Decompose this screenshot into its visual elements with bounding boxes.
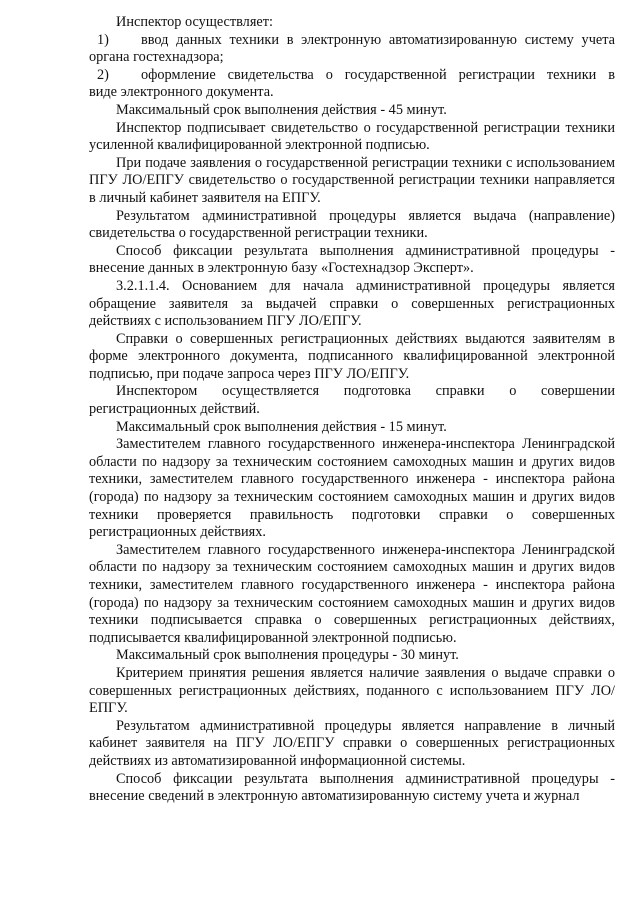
paragraph-max-time-45: Максимальный срок выполнения действия - 45 минут. (116, 101, 447, 118)
paragraph-fixation-method-2: Способ фиксации результата выполнения административной процедуры - внесение сведений в электронную автоматизированную систему учета и журнал (89, 770, 615, 805)
list-item-1 (89, 32, 615, 67)
paragraph-submission-epgu: При подаче заявления о государственной регистрации техники с использованием ПГУ ЛО/ЕПГУ свидетельство о государственной регистрации техники направляется в личный кабинет заявителя на ЕПГУ. (89, 154, 615, 206)
list-item-1-number: 1) (97, 31, 109, 48)
list-item-1-text: ввод данных техники в электронную автоматизированную систему учета (141, 31, 615, 48)
list-item-1-continuation: органа гостехнадзора; (89, 49, 224, 66)
paragraph-max-time-30: Максимальный срок выполнения процедуры - 30 минут. (116, 647, 459, 664)
paragraph-decision-criterion: Критерием принятия решения является наличие заявления о выдаче справки о совершенных регистрационных действиях, поданного с использованием ПГУ ЛО/ЕПГУ. (89, 664, 615, 717)
paragraph-deputy-verifies: Заместителем главного государственного инженера-инспектора Ленинградской области по надзору за техническим состоянием самоходных машин и других видов техники, заместителем главного государственного инженера - инспектора района (города) по надзору за техническим состоянием самоходных машин и других видов техники проверяется правильность подготовки справки о совершенных регистрационных действиях. (89, 436, 615, 541)
list-item-2 (89, 67, 615, 102)
paragraph-inspector-signs: Инспектор подписывает свидетельство о государственной регистрации техники усиленной квалифицированной электронной подписью. (89, 119, 615, 154)
paragraph-fixation-method: Способ фиксации результата выполнения административной процедуры - внесение данных в электронную базу «Гостехнадзор Эксперт». (89, 242, 615, 277)
paragraph-max-time-15: Максимальный срок выполнения действия - 15 минут. (116, 418, 447, 435)
paragraph-section-3-2-1-1-4: 3.2.1.1.4. Основанием для начала административной процедуры является обращение заявителя за выдачей справки о совершенных регистрационных действиях с использованием ПГУ ЛО/ЕПГУ. (89, 277, 615, 330)
paragraph-result-issuance: Результатом административной процедуры является выдача (направление) свидетельства о государственной регистрации техники. (89, 207, 615, 242)
list-item-2-first-line (89, 67, 615, 85)
paragraph-inspector-prepares: Инспектором осуществляется подготовка справки о совершении регистрационных действий. (89, 383, 615, 418)
list-item-1-first-line (89, 32, 615, 50)
list-item-2-number: 2) (97, 66, 109, 83)
paragraph-certificates-issued: Справки о совершенных регистрационных действиях выдаются заявителям в форме электронного документа, подписанного квалифицированной электронной подписью, при подаче запроса через ПГУ ЛО/ЕПГУ. (89, 330, 615, 382)
list-item-2-continuation: виде электронного документа. (89, 84, 274, 101)
list-item-2-text: оформление свидетельства о государственной регистрации техники в (141, 66, 615, 83)
paragraph-result-direction: Результатом административной процедуры является направление в личный кабинет заявителя на ПГУ ЛО/ЕПГУ справки о совершенных регистрационных действиях из автоматизированной информационной системы. (89, 717, 615, 769)
intro-paragraph: Инспектор осуществляет: (116, 14, 273, 30)
paragraph-deputy-signs: Заместителем главного государственного инженера-инспектора Ленинградской области по надзору за техническим состоянием самоходных машин и других видов техники, заместителем главного государственного инженера - инспектора района (города) по надзору за техническим состоянием самоходных машин и других видов техники подписывается справка о совершенных регистрационных действиях, подписывается квалифицированной электронной подписью. (89, 541, 615, 646)
document-page (89, 14, 615, 806)
